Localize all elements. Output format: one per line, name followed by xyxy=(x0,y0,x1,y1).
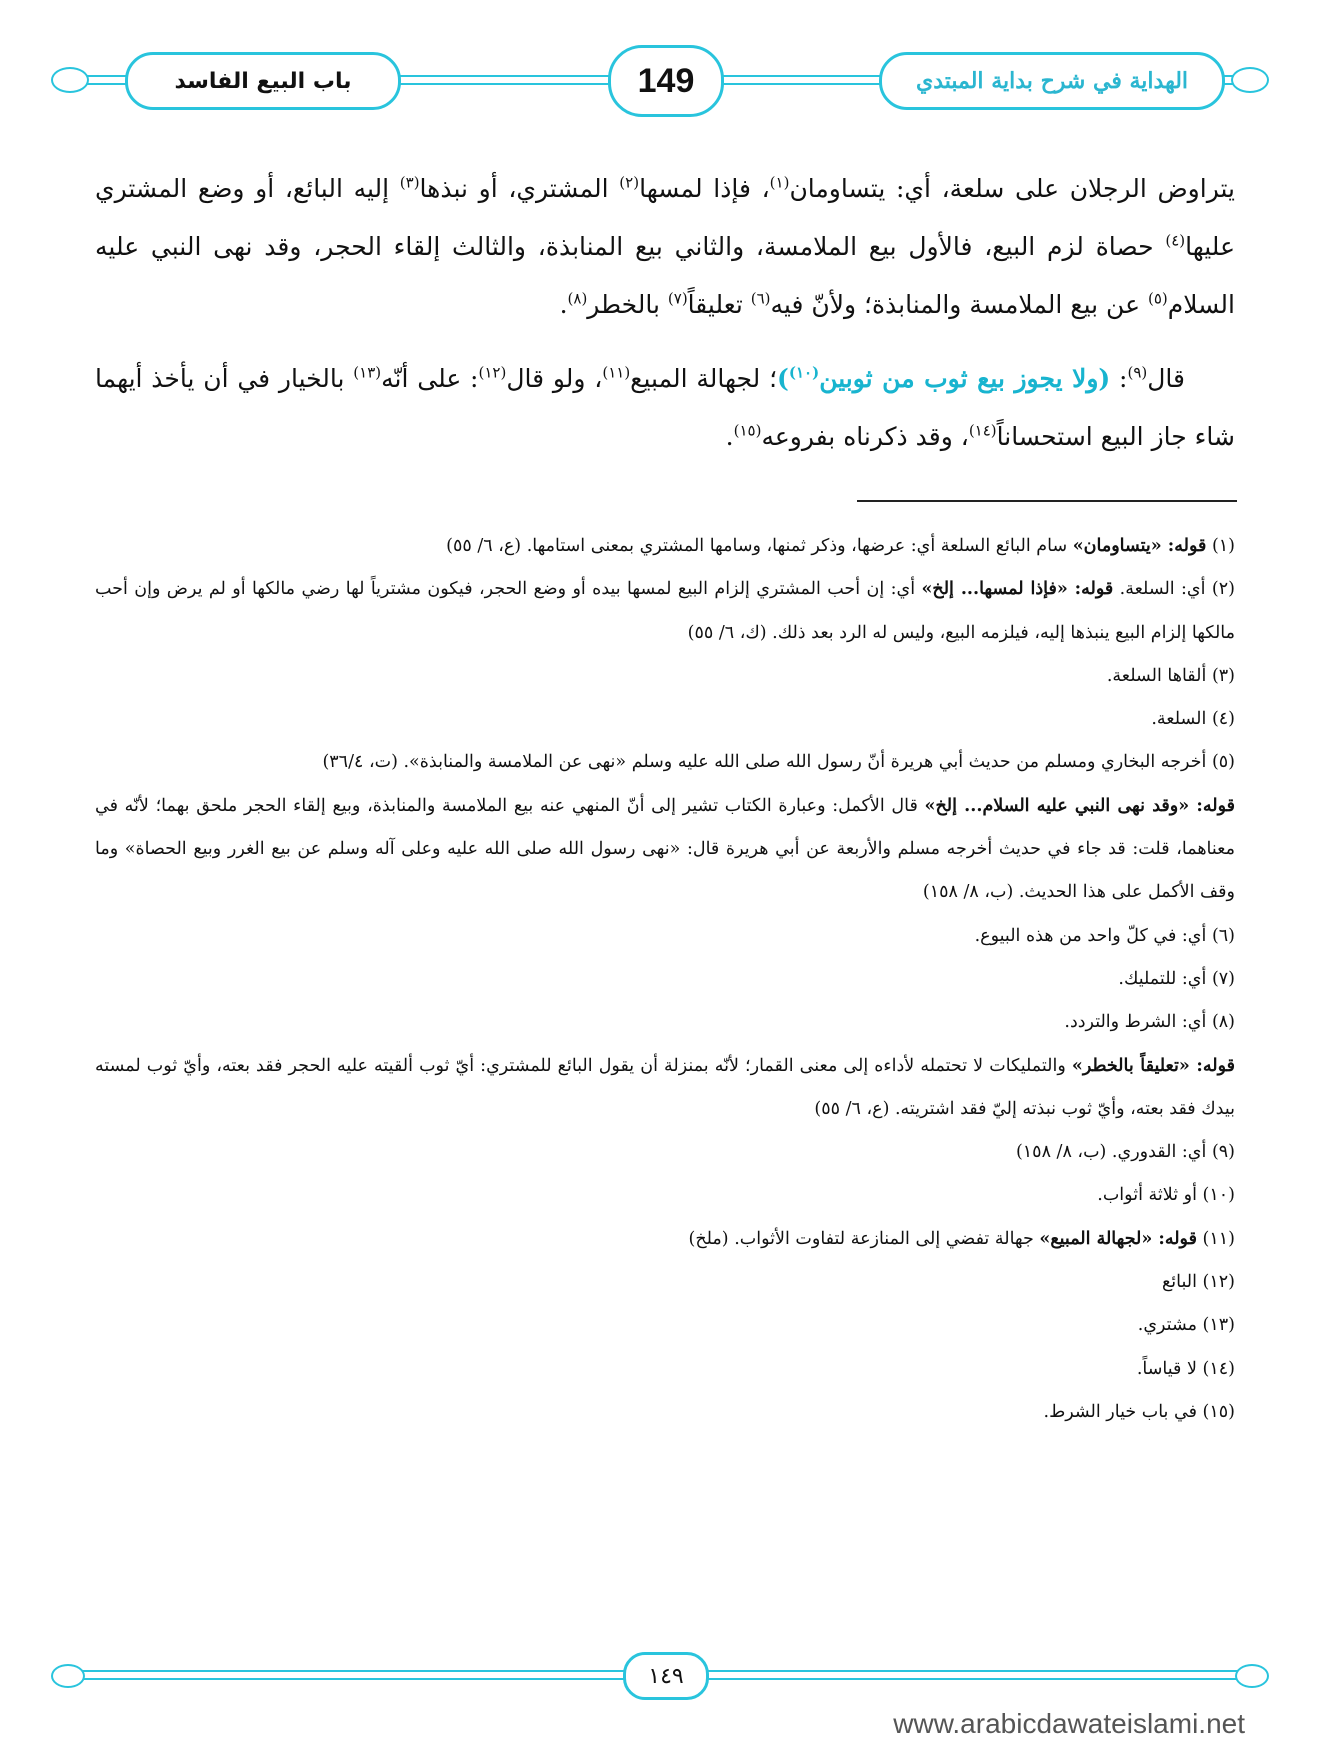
footnote-text: مشتري. xyxy=(1137,1315,1197,1336)
footnote-number: (١٢) xyxy=(1202,1272,1235,1293)
paragraph-1 xyxy=(95,160,1235,334)
footnote-text: البائع xyxy=(1161,1272,1197,1293)
text-run: قال xyxy=(1147,364,1185,393)
footnote-number: (٦) xyxy=(1211,925,1235,946)
footnote-text: قال الأكمل: وعبارة الكتاب تشير إلى أنّ المنهي عنه بيع الملامسة والمنابذة، وبيع إلقاء الحجر ملحق بهما؛ لأنّه في معناهما، قلت: قد جاء في حديث أخرجه مسلم والأربعة عن أبي هريرة قال: «نهى رسول الله صلى الله عليه وعلى آله وسلم عن بيع الغرر وبيع الحصاة» وما وقف الأكمل على هذا الحديث. (ب، ٨/ ١٥٨) xyxy=(95,795,1235,903)
matn-highlight xyxy=(777,364,1110,393)
text-run: ، وقد ذكرناه بفروعه xyxy=(761,422,969,451)
footnote-ref: (٦) xyxy=(750,289,771,308)
footnote-number: (٢) xyxy=(1211,579,1235,600)
footnote-2 xyxy=(95,568,1235,655)
main-text xyxy=(95,160,1235,466)
footnote-text: والتمليكات لا تحتمله لأداءه إلى معنى القمار؛ لأنّه بمنزلة أن يقول البائع للمشتري: أيّ ثوب ألقيته عليه الحجر فقد بعته، وأيّ ثوب لمسته بيدك فقد بعته، وأيّ ثوب نبذته إليّ فقد اشتريته. (ع، ٦/ ٥٥) xyxy=(95,1055,1235,1119)
website-watermark: www.arabicdawateislami.net xyxy=(893,1708,1245,1739)
footnote-4 xyxy=(95,698,1235,741)
footnote-ref: (١٢) xyxy=(478,363,507,382)
footer-ornament xyxy=(51,1664,85,1688)
text-run: إليه البائع، أو وضع المشتري عليها xyxy=(95,174,1235,261)
footnote-number: (٨) xyxy=(1211,1012,1235,1033)
footnote-number: (١١) xyxy=(1202,1228,1235,1249)
footnote-number: (٣) xyxy=(1211,665,1235,686)
page-footer xyxy=(55,1652,1265,1700)
header-ornament xyxy=(51,67,89,93)
footnote-text: أي: القدوري. (ب، ٨/ ١٥٨) xyxy=(1015,1142,1207,1163)
footnote-number: (٧) xyxy=(1211,968,1235,989)
footnote-number: (١٥) xyxy=(1202,1401,1235,1422)
text-run: : xyxy=(1110,364,1128,393)
footnote-8-commentary xyxy=(95,1045,1235,1132)
footnote-number: (٩) xyxy=(1211,1142,1235,1163)
footnote-text: لا قياساً. xyxy=(1136,1358,1197,1379)
header-ornament xyxy=(1231,67,1269,93)
footnote-10 xyxy=(95,1174,1235,1217)
footnote-number: (١٣) xyxy=(1202,1315,1235,1336)
footnote-text: في باب خيار الشرط. xyxy=(1043,1401,1197,1422)
footnote-text: أخرجه البخاري ومسلم من حديث أبي هريرة أنّ رسول الله صلى الله عليه وسلم «نهى عن الملامسة والمنابذة». (ت، ٣٦/٤) xyxy=(322,752,1207,773)
footnote-ref: (١٠) xyxy=(788,363,820,382)
footnote-ref: (٣) xyxy=(399,173,420,192)
text-run: ، فإذا لمسها xyxy=(639,174,770,203)
footnote-8 xyxy=(95,1001,1235,1044)
footnote-15 xyxy=(95,1391,1235,1434)
text-run: بالخطر xyxy=(587,290,668,319)
footnote-ref: (٨) xyxy=(567,289,588,308)
footnote-ref: (١٣) xyxy=(353,363,382,382)
footer-ornament xyxy=(1235,1664,1269,1688)
footnote-9 xyxy=(95,1131,1235,1174)
footnote-5-commentary xyxy=(95,785,1235,915)
footnote-text: جهالة تفضي إلى المنازعة لتفاوت الأثواب. (ملخ) xyxy=(688,1228,1034,1249)
text-run: . xyxy=(725,422,734,451)
text-run: (ولا يجوز بيع ثوب من ثوبين xyxy=(819,364,1111,393)
footnote-text: أي: الشرط والتردد. xyxy=(1064,1012,1207,1033)
footnote-text: أي: إن أحب المشتري إلزام البيع لمسها بيده أو وضع الحجر، فيكون مشترياً لها رضي مالكها أو لم يرض وإن أحب مالكها إلزام البيع ينبذها إليه، فيلزمه البيع، وليس له الرد بعد ذلك. (ك، ٦/ ٥٥) xyxy=(95,579,1235,643)
footnote-text: أي: السلعة. xyxy=(1119,579,1206,600)
text-run: : على أنّه xyxy=(381,364,479,393)
book-title: الهداية في شرح بداية المبتدي xyxy=(879,52,1225,110)
footnote-ref: (١١) xyxy=(602,363,631,382)
page-number: 149 xyxy=(608,45,724,117)
footnote-number: (١) xyxy=(1211,536,1235,556)
footnote-lemma: قوله: «يتساومان» xyxy=(1072,536,1207,556)
footnote-ref: (٩) xyxy=(1127,363,1148,382)
footnote-12 xyxy=(95,1261,1235,1304)
text-run: عن بيع الملامسة والمنابذة؛ ولأنّ فيه xyxy=(770,290,1148,319)
text-run: تعليقاً xyxy=(687,290,751,319)
text-run: المشتري، أو نبذها xyxy=(419,174,620,203)
footnote-11 xyxy=(95,1218,1235,1261)
footnote-6 xyxy=(95,915,1235,958)
text-run: . xyxy=(559,290,568,319)
text-run: ) xyxy=(777,364,789,393)
footnote-lemma: قوله: «لجهالة المبيع» xyxy=(1039,1228,1197,1249)
text-run: ، ولو قال xyxy=(506,364,603,393)
footnote-text: أي: للتمليك. xyxy=(1118,968,1207,989)
text-run: ؛ لجهالة المبيع xyxy=(630,364,778,393)
footnote-1 xyxy=(95,525,1235,568)
text-run: حصاة لزم البيع، فالأول بيع الملامسة، والثاني بيع المنابذة، والثالث إلقاء الحجر، وقد نهى النبي عليه السلام xyxy=(95,232,1235,319)
chapter-title: باب البيع الفاسد xyxy=(125,52,401,110)
footnote-lemma: قوله: «وقد نهى النبي عليه السلام... إلخ» xyxy=(924,795,1235,816)
footnote-7 xyxy=(95,958,1235,1001)
footnote-text: سام البائع السلعة أي: عرضها، وذكر ثمنها، وسامها المشتري بمعنى استامها. (ع، ٦/ ٥٥) xyxy=(446,536,1068,556)
footnote-5 xyxy=(95,741,1235,784)
footnote-ref: (٤) xyxy=(1165,231,1186,250)
page-header xyxy=(55,45,1265,115)
footnote-text: السلعة. xyxy=(1151,709,1207,730)
footnote-lemma: قوله: «تعليقاً بالخطر» xyxy=(1071,1055,1235,1076)
footnote-number: (١٤) xyxy=(1202,1358,1235,1379)
footnote-ref: (٧) xyxy=(667,289,688,308)
footer-page-number: ١٤٩ xyxy=(623,1652,709,1700)
footnote-number: (٤) xyxy=(1211,709,1235,730)
footnote-ref: (١٤) xyxy=(968,421,997,440)
footnote-3 xyxy=(95,655,1235,698)
footnote-number: (١٠) xyxy=(1202,1185,1235,1206)
footnote-ref: (١) xyxy=(769,173,790,192)
footnote-ref: (١٥) xyxy=(733,421,762,440)
footnote-13 xyxy=(95,1304,1235,1347)
text-run: بالخيار في أن يأخذ أيهما شاء جاز البيع استحساناً xyxy=(95,364,1235,451)
footnotes xyxy=(95,525,1235,1434)
paragraph-2 xyxy=(95,350,1235,466)
footnote-ref: (٥) xyxy=(1147,289,1168,308)
footnote-lemma: قوله: «فإذا لمسها... إلخ» xyxy=(921,579,1114,600)
footnote-text: ألقاها السلعة. xyxy=(1106,665,1207,686)
text-run: يتراوض الرجلان على سلعة، أي: يتساومان xyxy=(789,174,1235,203)
footnote-divider xyxy=(857,500,1237,502)
footnote-14 xyxy=(95,1348,1235,1391)
footnote-text: أي: في كلّ واحد من هذه البيوع. xyxy=(974,925,1207,946)
footnote-number: (٥) xyxy=(1211,752,1235,773)
footnote-ref: (٢) xyxy=(619,173,640,192)
footnote-text: أو ثلاثة أثواب. xyxy=(1097,1185,1197,1206)
